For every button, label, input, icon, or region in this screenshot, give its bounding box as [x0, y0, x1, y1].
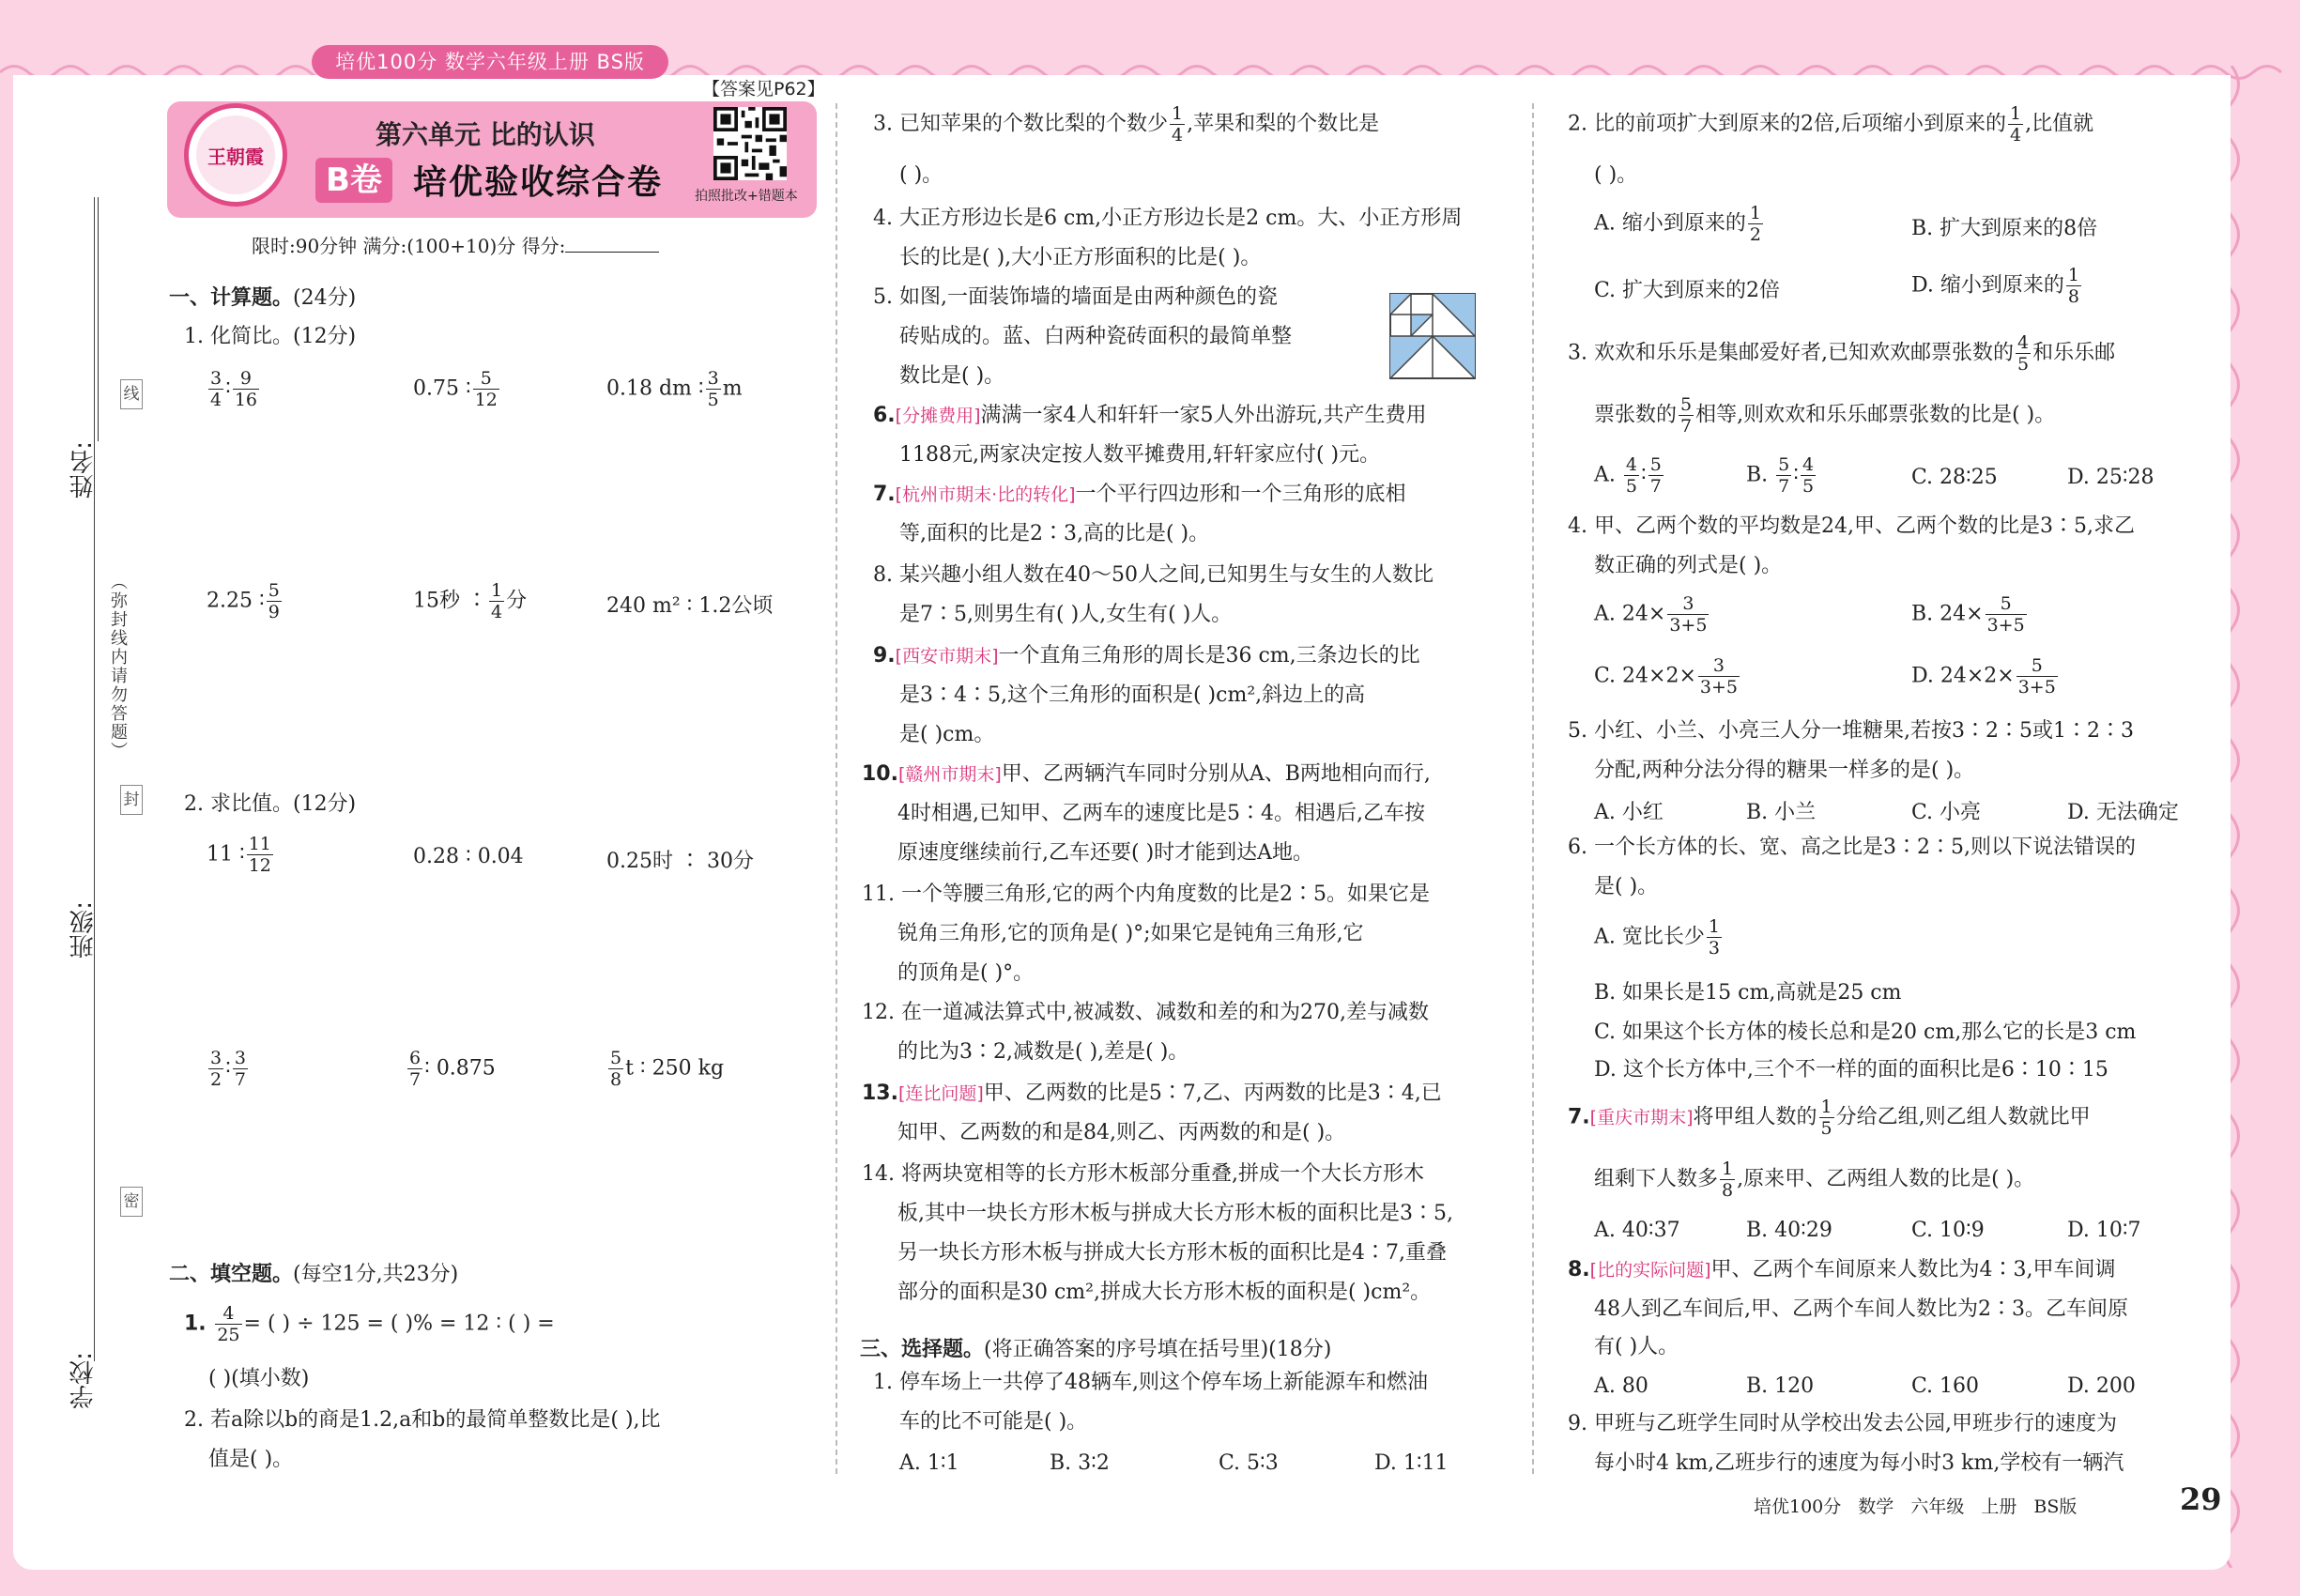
choice-q4-option-b[interactable]: B. 24× $\frac{5}{3+5}$	[1911, 593, 2025, 636]
calc-1f: 240 m² ∶ 1.2公顷	[606, 594, 774, 618]
choice-q8-cont1: 48人到乙车间后,甲、乙两个车间人数比为2∶3。乙车间原	[1594, 1297, 2128, 1321]
fill-q13-cont: 知甲、乙两数的和是84,则乙、丙两数的和是( )。	[897, 1121, 1346, 1144]
choice-q3: 3. 欢欢和乐乐是集邮爱好者,已知欢欢邮票张数的 $\frac{4}{5}$ 和乐乐邮	[1568, 332, 2116, 375]
choice-q8-option-a[interactable]: A. 80	[1594, 1374, 1648, 1398]
fill-q6: 6.[分摊费用]满满一家4人和轩轩一家5人外出游玩,共产生费用	[873, 404, 1427, 427]
choice-q1-option-b[interactable]: B. 3∶2	[1050, 1451, 1110, 1475]
choice-q5: 5. 小红、小兰、小亮三人分一堆糖果,若按3∶2∶5或1∶2∶3	[1568, 719, 2134, 743]
section3-title: 三、选择题。(将正确答案的序号填在括号里)(18分)	[860, 1337, 1332, 1361]
tag-choice-q7: [重庆市期末]	[1589, 1107, 1694, 1128]
fill-q14-cont3: 部分的面积是30 cm²,拼成大长方形木板的面积是( )cm²。	[897, 1281, 1432, 1304]
answer-reference: 【答案见P62】	[702, 79, 825, 100]
fill-q1: 1. $\frac{4}{25}$ = ( ) ÷ 125 = ( )% = 12 ∶ ( ) =	[184, 1303, 555, 1345]
calc-2f: $\frac{5}{8}$ t ∶ 250 kg	[610, 1048, 725, 1090]
choice-q6-option-a[interactable]: A. 宽比长少 $\frac{1}{3}$	[1594, 916, 1720, 959]
choice-q7-option-b[interactable]: B. 40∶29	[1746, 1219, 1832, 1242]
tag-q9: [西安市期末]	[895, 646, 999, 667]
fill-q10-cont1: 4时相遇,已知甲、乙两车的速度比是5∶4。相遇后,乙车按	[897, 802, 1425, 825]
binding-mark-seal: 封	[120, 785, 143, 815]
binding-mark-line: 线	[120, 379, 143, 409]
choice-q4: 4. 甲、乙两个数的平均数是24,甲、乙两个数的比是3∶5,求乙	[1568, 514, 2135, 538]
calc-2b: 0.28 ∶ 0.04	[413, 845, 524, 868]
calc-1b: 0.75 ∶ $\frac{5}{12}$	[413, 368, 498, 410]
choice-q3-option-c[interactable]: C. 28∶25	[1911, 466, 1998, 489]
choice-q3-option-b[interactable]: B. $\frac{5}{7}$ ∶ $\frac{4}{5}$	[1746, 454, 1815, 497]
choice-q8-cont2: 有( )人。	[1594, 1335, 1679, 1358]
calc-2e: $\frac{6}{7}$ ∶ 0.875	[409, 1048, 496, 1090]
choice-q4-cont: 数正确的列式是( )。	[1594, 554, 1783, 577]
binding-line	[94, 197, 95, 1361]
calc-1a: $\frac{3}{4}$ ∶ $\frac{9}{16}$	[210, 368, 258, 410]
column-divider-2	[1532, 103, 1534, 1474]
choice-q5-option-c[interactable]: C. 小亮	[1911, 801, 1982, 824]
choice-q8-option-b[interactable]: B. 120	[1746, 1374, 1815, 1398]
choice-q2-option-a[interactable]: A. 缩小到原来的 $\frac{1}{2}$	[1594, 203, 1761, 245]
choice-q8-option-d[interactable]: D. 200	[2067, 1374, 2136, 1398]
qr-caption: 拍照批改+错题本	[695, 189, 798, 204]
choice-q6: 6. 一个长方体的长、宽、高之比是3∶2∶5,则以下说法错误的	[1568, 836, 2136, 859]
school-label: 学校:	[69, 1352, 98, 1409]
volume-badge: B卷	[315, 158, 392, 203]
choice-q1-option-a[interactable]: A. 1∶1	[899, 1451, 959, 1475]
choice-q4-option-c[interactable]: C. 24×2× $\frac{3}{3+5}$	[1594, 655, 1739, 698]
fill-q9-cont2: 是( )cm。	[899, 723, 995, 746]
fill-q5-cont1: 砖贴成的。蓝、白两种瓷砖面积的最简单整	[899, 325, 1293, 348]
choice-q2: 2. 比的前项扩大到原来的2倍,后项缩小到原来的 $\frac{1}{4}$ ,比值就	[1568, 103, 2094, 146]
section1-title: 一、计算题。(24分)	[169, 285, 357, 310]
choice-q2-option-c[interactable]: C. 扩大到原来的2倍	[1594, 279, 1781, 302]
choice-q6-option-d[interactable]: D. 这个长方体中,三个不一样的面的面积比是6∶10∶15	[1594, 1058, 2108, 1082]
tag-choice-q8: [比的实际问题]	[1589, 1260, 1711, 1281]
calc-1c: 0.18 dm ∶ $\frac{3}{5}$ m	[606, 368, 743, 410]
fill-q3-cont: ( )。	[899, 163, 943, 187]
name-label: 姓名:	[69, 441, 98, 499]
series-tab: 培优100分 数学六年级上册 BS版	[312, 45, 668, 79]
fill-q11-cont2: 的顶角是( )°。	[897, 961, 1035, 985]
choice-q7-cont: 组剩下人数多 $\frac{1}{8}$ ,原来甲、乙两组人数的比是( )。	[1594, 1159, 2035, 1201]
choice-q4-option-a[interactable]: A. 24× $\frac{3}{3+5}$	[1594, 593, 1708, 636]
calc-2d: $\frac{3}{2}$ ∶ $\frac{3}{7}$	[210, 1048, 246, 1090]
binding-mark-close: 密	[120, 1187, 143, 1217]
fill-q14: 14. 将两块宽相等的长方形木板部分重叠,拼成一个大长方形木	[862, 1162, 1424, 1186]
page-footer: 培优100分 数学 六年级 上册 BS版	[1754, 1496, 2078, 1517]
fill-q12: 12. 在一道减法算式中,被减数、减数和差的和为270,差与减数	[862, 1001, 1429, 1024]
fill-q9: 9.[西安市期末]一个直角三角形的周长是36 cm,三条边长的比	[873, 644, 1420, 668]
choice-q6-option-b[interactable]: B. 如果长是15 cm,高就是25 cm	[1594, 981, 1902, 1005]
paper-title: 培优验收综合卷	[413, 163, 664, 202]
tag-q13: [连比问题]	[897, 1083, 984, 1104]
fill-q4-cont: 长的比是( ),大小正方形面积的比是( )。	[899, 246, 1262, 269]
choice-q5-option-b[interactable]: B. 小兰	[1746, 801, 1817, 824]
choice-q4-option-d[interactable]: D. 24×2× $\frac{5}{3+5}$	[1911, 655, 2056, 698]
choice-q3-cont: 票张数的 $\frac{5}{7}$ 相等,则欢欢和乐乐邮票张数的比是( )。	[1594, 394, 2056, 437]
page-number: 29	[2180, 1481, 2222, 1517]
choice-q1-option-d[interactable]: D. 1∶11	[1374, 1451, 1449, 1475]
fill-q3: 3. 已知苹果的个数比梨的个数少 $\frac{1}{4}$ ,苹果和梨的个数比是	[873, 103, 1380, 146]
choice-q5-option-a[interactable]: A. 小红	[1594, 801, 1664, 824]
choice-q1: 1. 停车场上一共停了48辆车,则这个停车场上新能源车和燃油	[873, 1371, 1428, 1394]
tile-wall-figure	[1389, 293, 1476, 379]
fill-q2-cont: 值是( )。	[208, 1448, 294, 1471]
qr-code-icon[interactable]	[713, 107, 787, 180]
fill-q1-cont: ( )(填小数)	[208, 1367, 310, 1390]
choice-q3-option-a[interactable]: A. $\frac{4}{5}$ ∶ $\frac{5}{7}$	[1594, 454, 1662, 497]
fill-q9-cont1: 是3∶4∶5,这个三角形的面积是( )cm²,斜边上的高	[899, 683, 1366, 707]
logo-text: 王朝霞	[196, 115, 275, 194]
choice-q5-option-d[interactable]: D. 无法确定	[2067, 801, 2179, 824]
choice-q7-option-a[interactable]: A. 40∶37	[1594, 1219, 1680, 1242]
fill-q7: 7.[杭州市期末·比的转化]一个平行四边形和一个三角形的底相	[873, 483, 1406, 506]
fill-q8: 8. 某兴趣小组人数在40～50人之间,已知男生与女生的人数比	[873, 563, 1434, 587]
score-blank[interactable]	[565, 252, 659, 253]
brand-logo	[184, 103, 287, 207]
fill-q11: 11. 一个等腰三角形,它的两个内角度数的比是2∶5。如果它是	[862, 882, 1430, 906]
calc-1d: 2.25 ∶ $\frac{5}{9}$	[207, 580, 280, 622]
fill-q14-cont2: 另一块长方形木板与拼成大长方形木板的面积比是4∶7,重叠	[897, 1241, 1447, 1265]
choice-q9: 9. 甲班与乙班学生同时从学校出发去公园,甲班步行的速度为	[1568, 1412, 2117, 1435]
choice-q6-cont: 是( )。	[1594, 875, 1659, 898]
section2-title: 二、填空题。(每空1分,共23分)	[169, 1262, 459, 1286]
fill-q13: 13.[连比问题]甲、乙两数的比是5∶7,乙、丙两数的比是3∶4,已	[862, 1082, 1442, 1105]
fill-q7-cont: 等,面积的比是2∶3,高的比是( )。	[899, 522, 1210, 545]
choice-q1-cont: 车的比不可能是( )。	[899, 1410, 1088, 1434]
unit-title: 第六单元 比的认识	[376, 119, 595, 150]
choice-q1-option-c[interactable]: C. 5∶3	[1219, 1451, 1279, 1475]
fill-q2: 2. 若a除以b的商是1.2,a和b的最简单整数比是( ),比	[184, 1408, 661, 1432]
choice-q7-option-d[interactable]: D. 10∶7	[2067, 1219, 2141, 1242]
calc-2a: 11 ∶ $\frac{11}{12}$	[207, 834, 271, 876]
choice-q9-cont: 每小时4 km,乙班步行的速度为每小时3 km,学校有一辆汽	[1594, 1451, 2124, 1475]
choice-q8: 8.[比的实际问题]甲、乙两个车间原来人数比为4∶3,甲车间调	[1568, 1258, 2116, 1281]
tag-q10: [赣州市期末]	[897, 764, 1002, 785]
tag-q6: [分摊费用]	[895, 406, 981, 426]
choice-q6-option-c[interactable]: C. 如果这个长方体的棱长总和是20 cm,那么它的长是3 cm	[1594, 1021, 2137, 1044]
fill-q6-cont: 1188元,两家决定按人数平摊费用,轩轩家应付( )元。	[899, 443, 1381, 467]
exam-meta-text: 限时:90分钟 满分:(100+10)分 得分:	[252, 235, 566, 257]
choice-q5-cont: 分配,两种分法分得的糖果一样多的是( )。	[1594, 759, 1975, 782]
fill-q8-cont: 是7∶5,则男生有( )人,女生有( )人。	[899, 603, 1233, 626]
choice-q3-option-d[interactable]: D. 25∶28	[2067, 466, 2154, 489]
column-divider-1	[836, 103, 837, 1474]
choice-q2-cont: ( )。	[1594, 163, 1638, 187]
calc-q1-title: 1. 化简比。(12分)	[184, 325, 357, 348]
fill-q5-cont2: 数比是( )。	[899, 364, 1005, 388]
choice-q2-option-b[interactable]: B. 扩大到原来的8倍	[1911, 217, 2098, 240]
name-blank[interactable]	[98, 197, 99, 441]
exam-meta	[252, 231, 659, 258]
tag-q7: [杭州市期末·比的转化]	[895, 484, 1076, 505]
calc-q2-title: 2. 求比值。(12分)	[184, 792, 357, 816]
fill-q10-cont2: 原速度继续前行,乙车还要( )时才能到达A地。	[897, 841, 1314, 865]
fill-q5: 5. 如图,一面装饰墙的墙面是由两种颜色的瓷	[873, 285, 1278, 309]
fill-q4: 4. 大正方形边长是6 cm,小正方形边长是2 cm。大、小正方形周	[873, 207, 1463, 230]
binding-note: （弥封线内请勿答题）	[108, 573, 128, 760]
fill-q12-cont: 的比为3∶2,减数是( ),差是( )。	[897, 1040, 1189, 1064]
calc-2c: 0.25时 ∶ 30分	[606, 850, 754, 873]
fill-q10: 10.[赣州市期末]甲、乙两辆汽车同时分别从A、B两地相向而行,	[862, 762, 1431, 786]
calc-1e: 15秒 ∶ $\frac{1}{4}$ 分	[413, 580, 528, 622]
choice-q2-option-d[interactable]: D. 缩小到原来的 $\frac{1}{8}$	[1911, 265, 2079, 307]
fill-q14-cont1: 板,其中一块长方形木板与拼成大长方形木板的面积比是3∶5,	[897, 1202, 1453, 1225]
choice-q7-option-c[interactable]: C. 10∶9	[1911, 1219, 1985, 1242]
fill-q11-cont1: 锐角三角形,它的顶角是( )°;如果它是钝角三角形,它	[897, 922, 1364, 945]
choice-q7: 7.[重庆市期末]将甲组人数的 $\frac{1}{5}$ 分给乙组,则乙组人数就比甲	[1568, 1097, 2091, 1139]
choice-q8-option-c[interactable]: C. 160	[1911, 1374, 1980, 1398]
class-label: 班级:	[69, 901, 98, 959]
